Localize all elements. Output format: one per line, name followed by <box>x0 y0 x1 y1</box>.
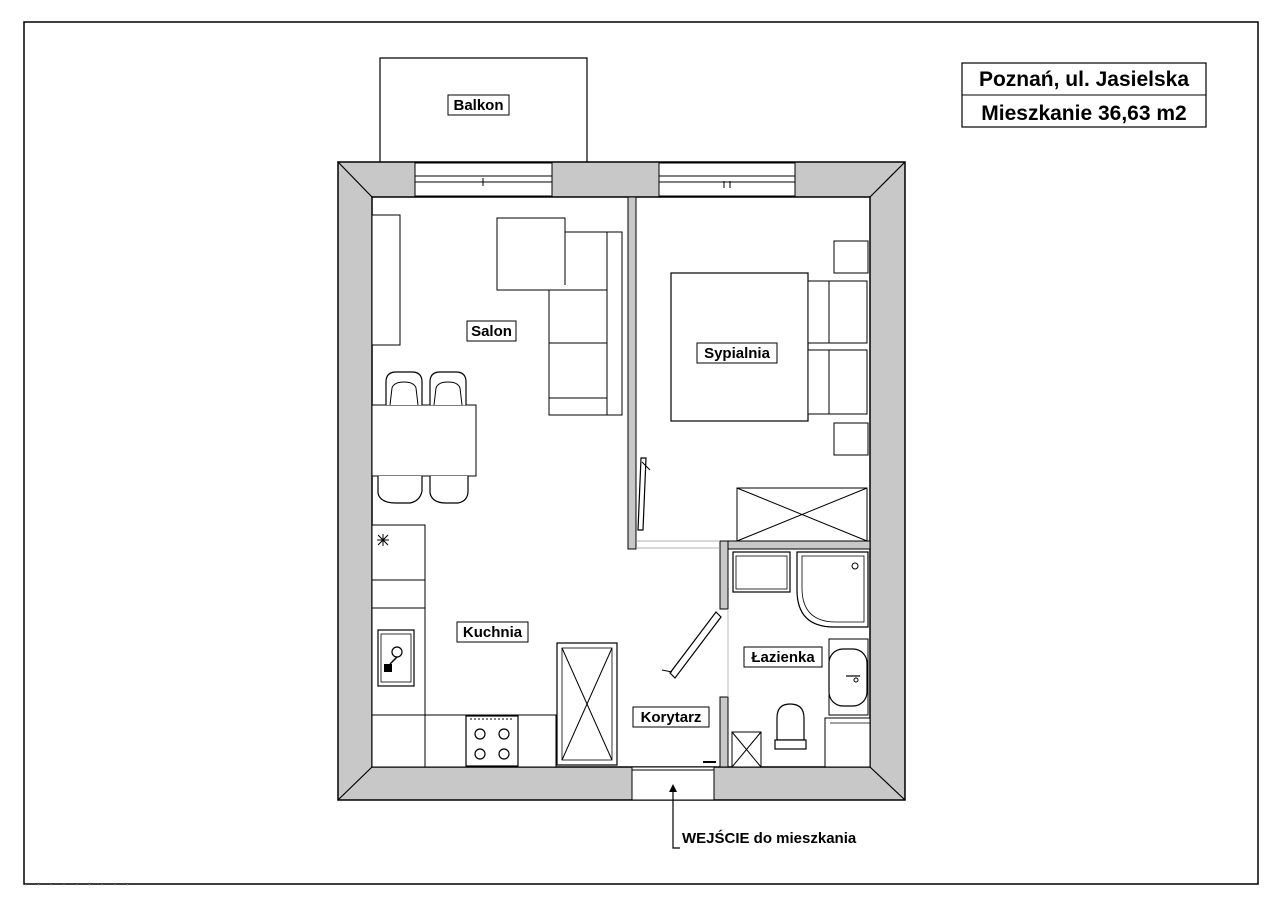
dining-table <box>372 405 476 476</box>
watermark: · · · · · · · · · <box>24 879 133 891</box>
hallway-wardrobe <box>557 643 617 765</box>
entrance-door <box>632 762 716 800</box>
room-label-kuchnia: Kuchnia <box>462 624 523 641</box>
window-sypialnia <box>659 163 795 196</box>
room-label-salon: Salon <box>471 323 512 340</box>
label-sypialnia <box>697 343 777 363</box>
wardrobe-sypialnia <box>737 488 867 541</box>
bathroom-shelf <box>825 718 870 767</box>
toilet <box>775 704 806 749</box>
room-label-sypialnia: Sypialnia <box>704 345 770 362</box>
title-area: Mieszkanie 36,63 m2 <box>981 102 1187 125</box>
washing-machine <box>733 552 790 592</box>
kitchen-sink <box>378 630 414 686</box>
page-frame <box>24 22 1258 884</box>
sofa <box>497 218 622 415</box>
title-address: Poznań, ul. Jasielska <box>978 68 1190 91</box>
bathroom-cabinet <box>732 732 761 767</box>
shower <box>797 552 868 627</box>
label-balkon <box>448 95 509 115</box>
label-korytarz <box>633 707 709 727</box>
entrance-label: WEJŚCIE do mieszkania <box>682 830 857 847</box>
extractor-symbol <box>377 534 389 546</box>
cooktop <box>466 716 518 766</box>
wardrobe-salon <box>372 215 400 345</box>
label-lazienka <box>744 647 822 667</box>
title-box <box>962 63 1206 127</box>
door-lazienka <box>662 609 728 697</box>
washbasin <box>829 639 868 715</box>
nightstands <box>834 241 868 455</box>
room-label-lazienka: Łazienka <box>751 649 815 666</box>
label-kuchnia <box>457 622 528 642</box>
room-label-korytarz: Korytarz <box>640 709 702 726</box>
label-salon <box>467 321 516 341</box>
door-sypialnia <box>638 458 650 530</box>
window-salon <box>415 163 552 196</box>
room-label-balkon: Balkon <box>453 97 504 114</box>
bed-pillows <box>808 281 867 414</box>
